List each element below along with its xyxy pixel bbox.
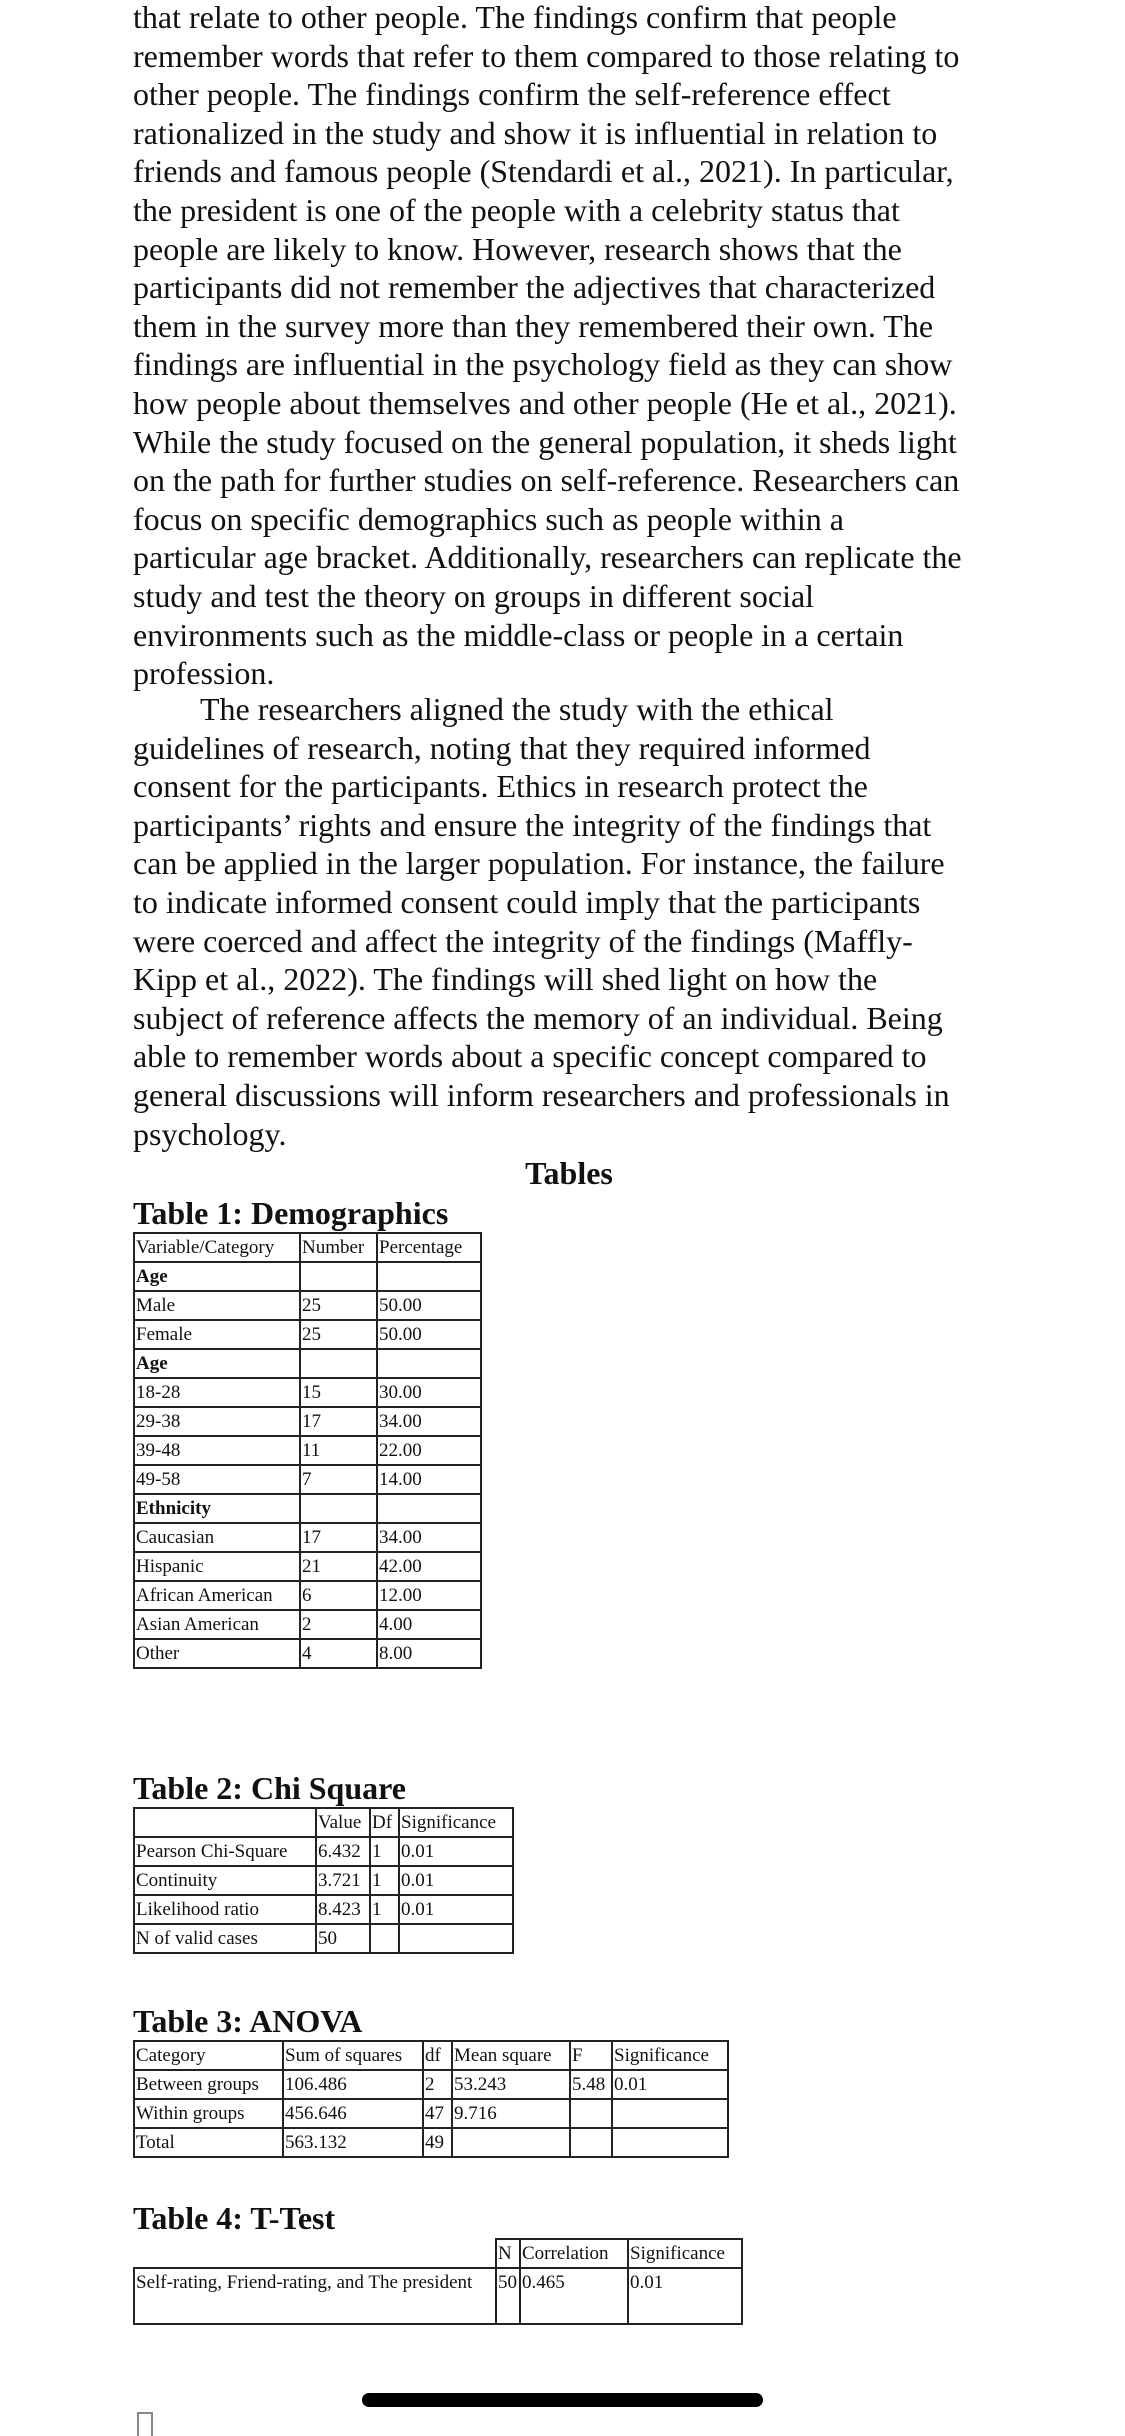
table-row — [134, 1349, 481, 1378]
number-cell — [300, 1349, 377, 1378]
text-line: subject of reference affects the memory of an individual. Being — [133, 999, 943, 1036]
percentage-cell: 34.00 — [377, 1523, 481, 1552]
text-line: environments such as the middle-class or people in a certain — [133, 616, 904, 653]
number-cell: 7 — [300, 1465, 377, 1494]
table-row — [134, 1866, 513, 1895]
table-cell: Pearson Chi-Square — [134, 1837, 316, 1866]
table-row — [134, 1378, 481, 1407]
number-cell: 25 — [300, 1320, 377, 1349]
text-line: people are likely to know. However, research shows that the — [133, 230, 902, 267]
text-line: profession. — [133, 655, 275, 692]
table-row — [134, 1837, 513, 1866]
text-line: able to remember words about a specific concept compared to — [133, 1038, 927, 1075]
label-cell: Hispanic — [134, 1552, 300, 1581]
number-cell: 21 — [300, 1552, 377, 1581]
table-cell: 47 — [423, 2099, 452, 2128]
table-row — [134, 1639, 481, 1668]
table-row — [134, 1407, 481, 1436]
text-line: friends and famous people (Stendardi et al., 2021). In particular, — [133, 153, 954, 190]
table-cell: 8.423 — [316, 1895, 370, 1924]
text-line: Kipp et al., 2022). The findings will shed light on how the — [133, 961, 878, 998]
category-heading-cell: Age — [134, 1262, 300, 1291]
table-cell: Continuity — [134, 1866, 316, 1895]
header-cell: F — [570, 2041, 612, 2070]
number-cell: 6 — [300, 1581, 377, 1610]
table-row — [134, 1924, 513, 1953]
label-cell: 18-28 — [134, 1378, 300, 1407]
table-cell: 53.243 — [452, 2070, 570, 2099]
number-cell: 25 — [300, 1291, 377, 1320]
table-row — [134, 1523, 481, 1552]
table-cell: 50 — [496, 2268, 520, 2324]
table-cell: 563.132 — [283, 2128, 423, 2157]
header-cell — [134, 1808, 316, 1837]
table-row — [134, 2128, 728, 2157]
table-cell: 0.01 — [399, 1866, 513, 1895]
number-cell: 11 — [300, 1436, 377, 1465]
number-cell — [300, 1262, 377, 1291]
text-line: consent for the participants. Ethics in research protect the — [133, 768, 868, 805]
table-header-row — [134, 1808, 513, 1837]
table-row — [134, 1320, 481, 1349]
table-cell: 5.48 — [570, 2070, 612, 2099]
text-line: participants’ rights and ensure the integrity of the findings that — [133, 806, 932, 843]
table-cell: Likelihood ratio — [134, 1895, 316, 1924]
table-cell: 106.486 — [283, 2070, 423, 2099]
header-cell: Significance — [628, 2239, 742, 2268]
label-cell: Female — [134, 1320, 300, 1349]
header-cell: Value — [316, 1808, 370, 1837]
percentage-cell: 50.00 — [377, 1320, 481, 1349]
table-cell — [399, 1924, 513, 1953]
percentage-cell: 34.00 — [377, 1407, 481, 1436]
table-2-title: Table 2: Chi Square — [133, 1770, 406, 1806]
percentage-cell: 22.00 — [377, 1436, 481, 1465]
text-line: to indicate informed consent could imply that the participants — [133, 883, 921, 920]
table-cell: Total — [134, 2128, 283, 2157]
table-cell: 0.01 — [399, 1895, 513, 1924]
table-cell: Self-rating, Friend-rating, and The president — [134, 2268, 496, 2324]
number-cell: 15 — [300, 1378, 377, 1407]
table-cell: 456.646 — [283, 2099, 423, 2128]
section-heading-tables: Tables — [525, 1155, 613, 1191]
header-cell — [134, 2239, 496, 2268]
label-cell: Asian American — [134, 1610, 300, 1639]
header-cell: df — [423, 2041, 452, 2070]
text-line: on the path for further studies on self-reference. Researchers can — [133, 462, 960, 499]
percentage-cell: 30.00 — [377, 1378, 481, 1407]
table-cell — [612, 2128, 728, 2157]
header-cell: Significance — [399, 1808, 513, 1837]
chi-square-table — [133, 1807, 514, 1954]
table-row — [134, 1581, 481, 1610]
text-line: general discussions will inform researchers and professionals in — [133, 1076, 950, 1113]
text-line: guidelines of research, noting that they required informed — [133, 729, 871, 766]
header-cell: Significance — [612, 2041, 728, 2070]
table-cell — [370, 1924, 399, 1953]
number-cell: 2 — [300, 1610, 377, 1639]
percentage-cell: 8.00 — [377, 1639, 481, 1668]
body-paragraph-2 — [133, 690, 950, 1153]
t-test-table — [133, 2238, 743, 2325]
label-cell: Male — [134, 1291, 300, 1320]
header-cell: Category — [134, 2041, 283, 2070]
text-line: rationalized in the study and show it is influential in relation to — [133, 114, 938, 151]
table-cell: 2 — [423, 2070, 452, 2099]
table-row — [134, 1610, 481, 1639]
table-row — [134, 2099, 728, 2128]
table-cell — [570, 2128, 612, 2157]
table-1-title: Table 1: Demographics — [133, 1195, 449, 1231]
table-cell: 6.432 — [316, 1837, 370, 1866]
category-heading-cell: Ethnicity — [134, 1494, 300, 1523]
label-cell: 29-38 — [134, 1407, 300, 1436]
table-3-title: Table 3: ANOVA — [133, 2003, 363, 2039]
header-cell: Sum of squares — [283, 2041, 423, 2070]
text-line: them in the survey more than they remembered their own. The — [133, 307, 934, 344]
text-line: psychology. — [133, 1115, 287, 1152]
table-cell: 1 — [370, 1837, 399, 1866]
table-cell: Between groups — [134, 2070, 283, 2099]
text-line: study and test the theory on groups in different social — [133, 577, 815, 614]
table-header-row — [134, 1233, 481, 1262]
table-cell: N of valid cases — [134, 1924, 316, 1953]
label-cell: Caucasian — [134, 1523, 300, 1552]
label-cell: Other — [134, 1639, 300, 1668]
table-cell: 50 — [316, 1924, 370, 1953]
text-line: focus on specific demographics such as people within a — [133, 500, 844, 537]
text-line: participants did not remember the adjectives that characterized — [133, 269, 936, 306]
text-line: findings are influential in the psychology field as they can show — [133, 346, 953, 383]
home-indicator-bar[interactable] — [362, 2393, 763, 2407]
table-row — [134, 1465, 481, 1494]
text-line: other people. The findings confirm the self-reference effect — [133, 76, 891, 113]
table-cell: 0.01 — [399, 1837, 513, 1866]
percentage-cell — [377, 1262, 481, 1291]
table-row — [134, 1262, 481, 1291]
table-4-title: Table 4: T-Test — [133, 2200, 336, 2236]
table-row — [134, 1552, 481, 1581]
percentage-cell: 14.00 — [377, 1465, 481, 1494]
table-cell: 1 — [370, 1866, 399, 1895]
text-line: While the study focused on the general population, it sheds light — [133, 423, 957, 460]
percentage-cell — [377, 1349, 481, 1378]
table-header-row — [134, 2239, 742, 2268]
table-row — [134, 2268, 742, 2324]
anova-table — [133, 2040, 729, 2158]
table-cell: 0.01 — [628, 2268, 742, 2324]
percentage-cell — [377, 1494, 481, 1523]
text-line: remember words that refer to them compared to those relating to — [133, 37, 960, 74]
table-row — [134, 2070, 728, 2099]
label-cell: 39-48 — [134, 1436, 300, 1465]
label-cell: African American — [134, 1581, 300, 1610]
table-cell: 0.465 — [520, 2268, 628, 2324]
number-cell: 17 — [300, 1523, 377, 1552]
table-cell: 49 — [423, 2128, 452, 2157]
table-row — [134, 1291, 481, 1320]
table-row — [134, 1494, 481, 1523]
text-line: the president is one of the people with a celebrity status that — [133, 191, 900, 228]
header-cell: Mean square — [452, 2041, 570, 2070]
category-heading-cell: Age — [134, 1349, 300, 1378]
body-paragraph-1 — [133, 0, 962, 693]
table-header-row — [134, 2041, 728, 2070]
number-cell: 17 — [300, 1407, 377, 1436]
table-row — [134, 1895, 513, 1924]
table-cell — [570, 2099, 612, 2128]
percentage-cell: 4.00 — [377, 1610, 481, 1639]
text-line: can be applied in the larger population. For instance, the failure — [133, 845, 945, 882]
table-cell: 9.716 — [452, 2099, 570, 2128]
text-line: that relate to other people. The findings confirm that people — [133, 0, 897, 35]
percentage-cell: 50.00 — [377, 1291, 481, 1320]
table-cell: 0.01 — [612, 2070, 728, 2099]
header-cell: Df — [370, 1808, 399, 1837]
number-cell — [300, 1494, 377, 1523]
table-cell — [612, 2099, 728, 2128]
header-cell: Correlation — [520, 2239, 628, 2268]
percentage-cell: 12.00 — [377, 1581, 481, 1610]
partial-glyph-icon — [137, 2412, 153, 2436]
header-cell: Variable/Category — [134, 1233, 300, 1262]
text-line: were coerced and affect the integrity of the findings (Maffly- — [133, 922, 913, 959]
percentage-cell: 42.00 — [377, 1552, 481, 1581]
text-line: how people about themselves and other people (He et al., 2021). — [133, 384, 957, 421]
table-cell: Within groups — [134, 2099, 283, 2128]
header-cell: N — [496, 2239, 520, 2268]
table-cell — [452, 2128, 570, 2157]
demographics-table — [133, 1232, 482, 1669]
table-row — [134, 1436, 481, 1465]
header-cell: Percentage — [377, 1233, 481, 1262]
number-cell: 4 — [300, 1639, 377, 1668]
header-cell: Number — [300, 1233, 377, 1262]
text-line: The researchers aligned the study with the ethical — [200, 691, 834, 727]
table-cell: 1 — [370, 1895, 399, 1924]
label-cell: 49-58 — [134, 1465, 300, 1494]
text-line: particular age bracket. Additionally, researchers can replicate the — [133, 539, 962, 576]
table-cell: 3.721 — [316, 1866, 370, 1895]
